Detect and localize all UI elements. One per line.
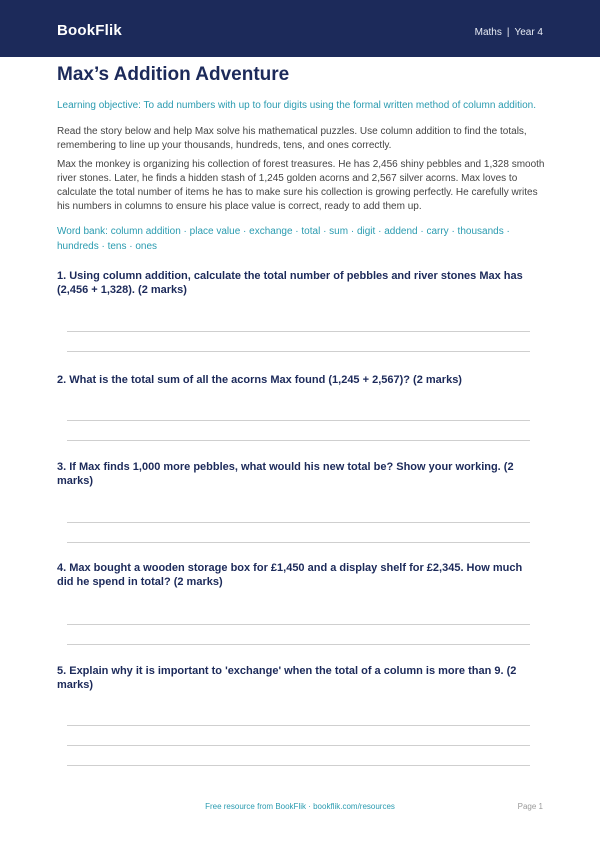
header-meta xyxy=(475,27,543,38)
page-number: Page 1 xyxy=(517,802,543,811)
subject-label: Maths xyxy=(474,27,502,38)
word-bank: Word bank: column addition · place value · exchange · total · sum · digit · addend · carry · thousands · hundreds · tens · ones xyxy=(57,226,510,252)
question-3: 3. If Max finds 1,000 more pebbles, what would his new total be? Show your working. (2 marks) xyxy=(57,461,514,487)
meta-separator: | xyxy=(506,27,510,38)
page-title: Max’s Addition Adventure xyxy=(57,64,290,85)
header-bar xyxy=(0,0,600,57)
answer-line[interactable] xyxy=(67,420,530,421)
question-2: 2. What is the total sum of all the acorns Max found (1,245 + 2,567)? (2 marks) xyxy=(57,374,462,386)
story-text: Max the monkey is organizing his collection of forest treasures. He has 2,456 shiny pebbles and 1,328 smooth river stones. Later, he finds a hidden stash of 1,245 golden acorns and 2,567 silver acorns. Max loves to calculate the total number of items he has to make sure his collection is growing perfectly. He carefully writes his numbers in columns to ensure his place value is correct, ready to add them up. xyxy=(57,159,545,212)
brand-logo: BookFlik xyxy=(57,22,122,39)
year-label: Year 4 xyxy=(514,27,543,38)
question-5: 5. Explain why it is important to 'exchange' when the total of a column is more than 9. (2 marks) xyxy=(57,665,517,691)
question-1: 1. Using column addition, calculate the total number of pebbles and river stones Max has (2,456 + 1,328). (2 marks) xyxy=(57,270,523,296)
answer-line[interactable] xyxy=(67,725,530,726)
answer-line[interactable] xyxy=(67,440,530,441)
answer-line[interactable] xyxy=(67,351,530,352)
answer-line[interactable] xyxy=(67,644,530,645)
answer-line[interactable] xyxy=(67,522,530,523)
answer-line[interactable] xyxy=(67,542,530,543)
answer-line[interactable] xyxy=(67,331,530,332)
answer-line[interactable] xyxy=(67,765,530,766)
footer-credit: Free resource from BookFlik · bookflik.com/resources xyxy=(205,802,395,811)
answer-line[interactable] xyxy=(67,745,530,746)
question-4: 4. Max bought a wooden storage box for £1,450 and a display shelf for £2,345. How much did he spend in total? (2 marks) xyxy=(57,562,523,588)
learning-objective: Learning objective: To add numbers with up to four digits using the formal written method of column addition. xyxy=(57,100,536,111)
answer-line[interactable] xyxy=(67,624,530,625)
intro-text: Read the story below and help Max solve his mathematical puzzles. Use column addition to find the totals, remembering to line up your thousands, hundreds, tens, and ones correctly. xyxy=(57,126,527,151)
